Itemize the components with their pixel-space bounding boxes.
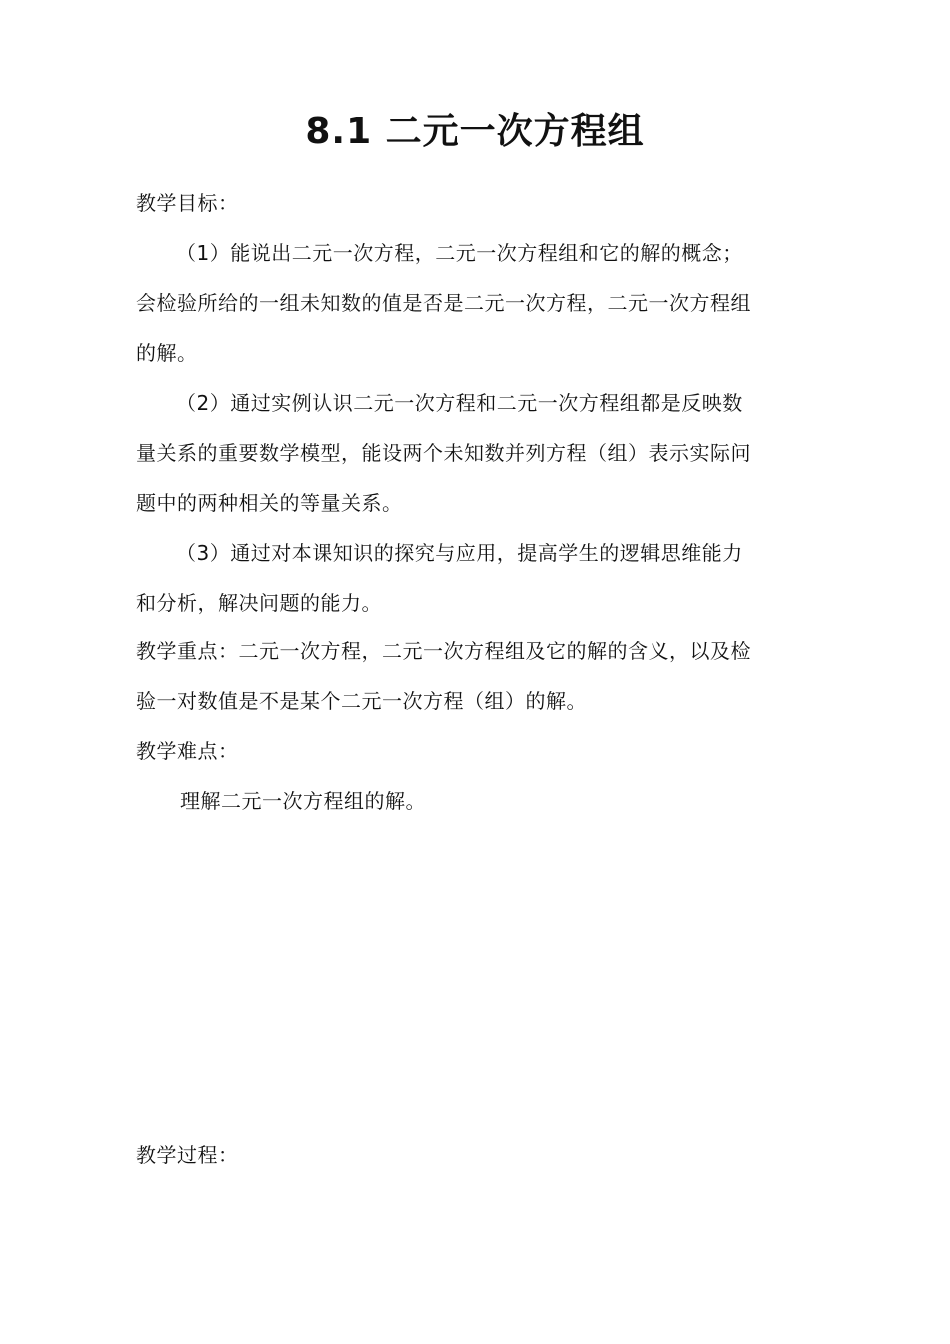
- section-heading-process: 教学过程：: [136, 1143, 239, 1167]
- section-heading-difficulties: 教学难点：: [136, 739, 239, 763]
- difficulty-line: 理解二元一次方程组的解。: [180, 789, 426, 813]
- objective-2-line-2: 量关系的重要数学模型，能设两个未知数并列方程（组）表示实际问: [136, 441, 751, 465]
- objective-2-line-1: （2）通过实例认识二元一次方程和二元一次方程组都是反映数: [176, 391, 743, 415]
- key-points-line-1: 教学重点：二元一次方程，二元一次方程组及它的解的含义，以及检: [136, 639, 751, 663]
- objective-2-line-3: 题中的两种相关的等量关系。: [136, 491, 403, 515]
- objective-3-line-1: （3）通过对本课知识的探究与应用，提高学生的逻辑思维能力: [176, 541, 743, 565]
- section-heading-objectives: 教学目标：: [136, 191, 239, 215]
- objective-3-line-2: 和分析，解决问题的能力。: [136, 591, 382, 615]
- key-points-line-2: 验一对数值是不是某个二元一次方程（组）的解。: [136, 689, 587, 713]
- objective-1-line-3: 的解。: [136, 341, 198, 365]
- objective-1-line-2: 会检验所给的一组未知数的值是否是二元一次方程，二元一次方程组: [136, 291, 751, 315]
- document-title: 8.1 二元一次方程组: [305, 111, 645, 152]
- objective-1-line-1: （1）能说出二元一次方程，二元一次方程组和它的解的概念；: [176, 241, 743, 265]
